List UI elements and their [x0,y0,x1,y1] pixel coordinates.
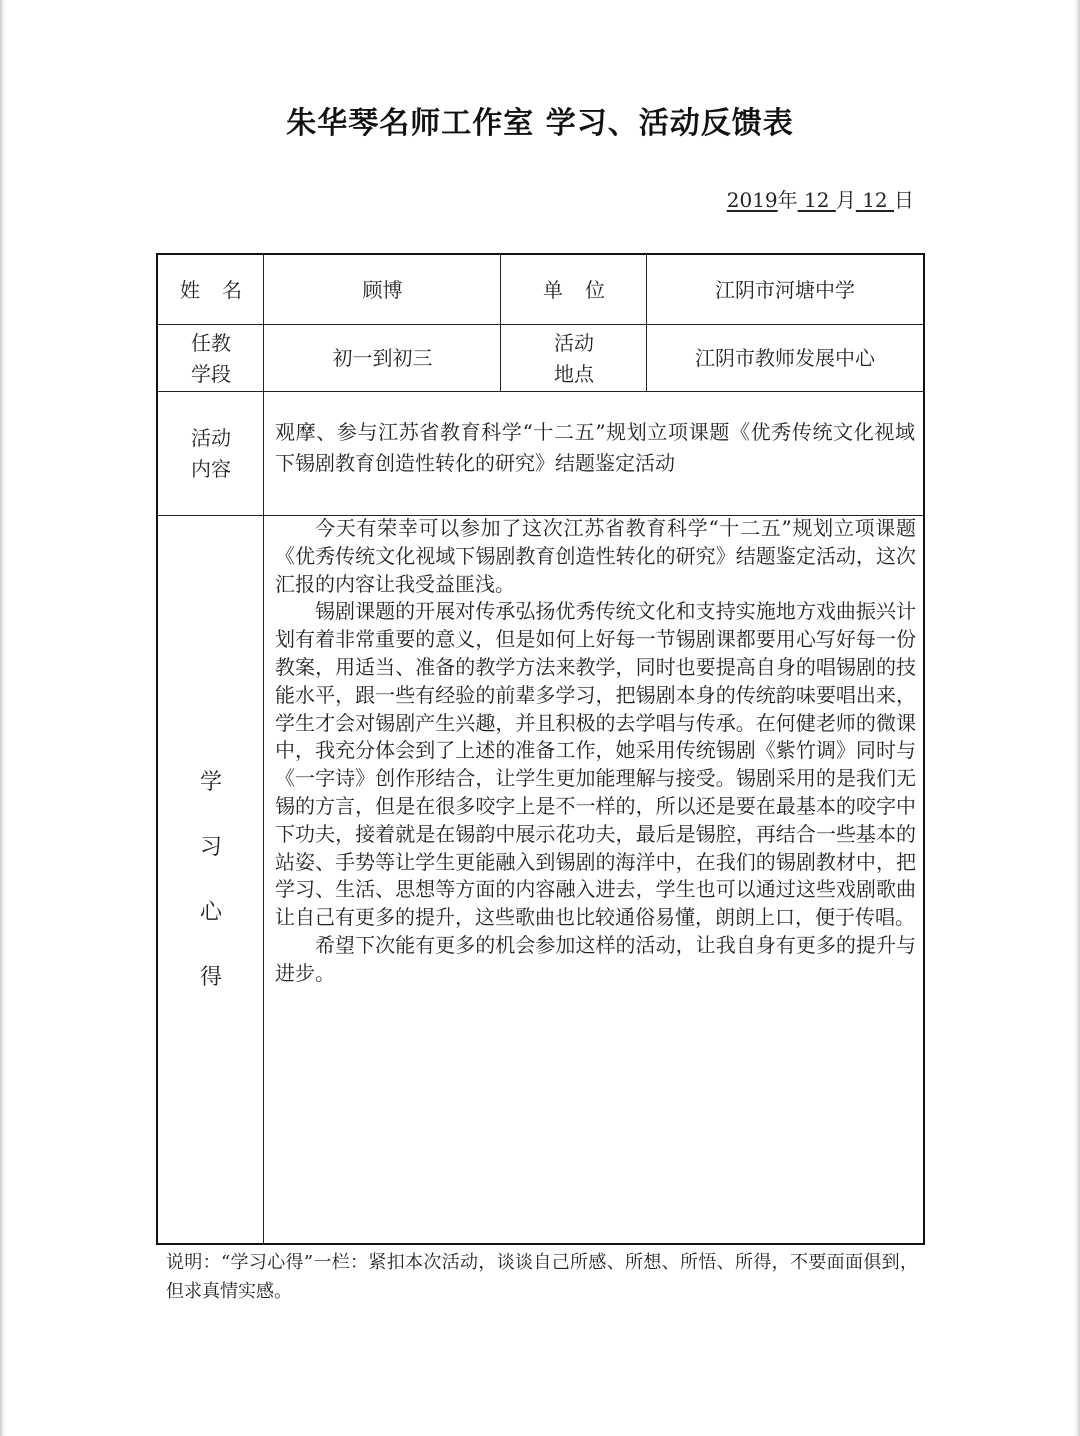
teaching-stage-value: 初一到初三 [332,346,433,370]
reflection-text [275,515,916,988]
date-day: 12 [862,188,888,212]
unit-value: 江阴市河塘中学 [715,277,855,302]
reflection-label-char: 得 [199,964,222,990]
feedback-table [156,253,925,1245]
reflection-paragraph: 锡剧课题的开展对传承弘扬优秀传统文化和支持实施地方戏曲振兴计划有着非常重要的意义，但是如何上好每一节锡剧课都要用心写好每一份教案，用适当、准备的教学方法来教学，同时也要提高自身的唱锡剧的技能水平，跟一些有经验的前辈多学习，把锡剧本身的传统韵味要唱出来，学生才会对锡剧产生兴趣，并且积极的去学唱与传承。在何健老师的微课中，我充分体会到了上述的准备工作，她采用传统锡剧《紫竹调》同时与《一字诗》创作形结合，让学生更加能理解与接受。锡剧采用的是我们无锡的方言，但是在很多咬字上是不一样的，所以还是要在最基本的咬字中下功夫，接着就是在锡韵中展示花功夫，最后是锡腔，再结合一些基本的站姿、手势等让学生更能融入到锡剧的海洋中，在我们的锡剧教材中，把学习、生活、思想等方面的内容融入进去，学生也可以通过这些戏剧歌曲让自己有更多的提升，这些歌曲也比较通俗易懂，朗朗上口，便于传唱。 [275,599,916,930]
reflection-label [158,516,264,1243]
reflection-paragraph: 今天有荣幸可以参加了这次江苏省教育科学“十二五”规划立项课题《优秀传统文化视域下锡剧教育创造性转化的研究》结题鉴定活动，这次汇报的内容让我受益匪浅。 [275,516,916,596]
name-label: 姓名 [180,277,264,302]
name-value: 顾博 [362,277,403,302]
activity-content-label: 活动 内容 [191,426,231,481]
page-left-edge [0,0,6,1436]
unit-label: 单位 [543,277,627,302]
teaching-stage-label: 任教 学段 [191,330,231,386]
activity-content-value: 观摩、参与江苏省教育科学“十二五”规划立项课题《优秀传统文化视域下锡剧教育创造性转化的研究》结题鉴定活动 [275,420,915,475]
date-month-unit: 月 [835,188,856,212]
reflection-paragraph: 希望下次能有更多的机会参加这样的活动，让我自身有更多的提升与进步。 [275,932,916,985]
reflection-label-char: 学 [199,769,222,795]
reflection-label-char: 心 [199,899,222,925]
activity-location-value: 江阴市教师发展中心 [695,346,875,370]
date-line [727,184,914,213]
page-right-edge [1074,0,1080,1436]
date-month: 12 [804,188,830,212]
date-day-unit: 日 [894,188,914,212]
document-title: 朱华琴名师工作室 学习、活动反馈表 [286,106,794,141]
reflection-label-char: 习 [199,834,222,860]
activity-location-label: 活动 地点 [554,330,594,386]
date-year: 2019 [726,188,778,212]
footnote: 说明：“学习心得”一栏：紧扣本次活动，谈谈自己所感、所想、所悟、所得，不要面面俱到，但求真情实感。 [166,1252,918,1302]
date-year-unit: 年 [777,188,798,212]
